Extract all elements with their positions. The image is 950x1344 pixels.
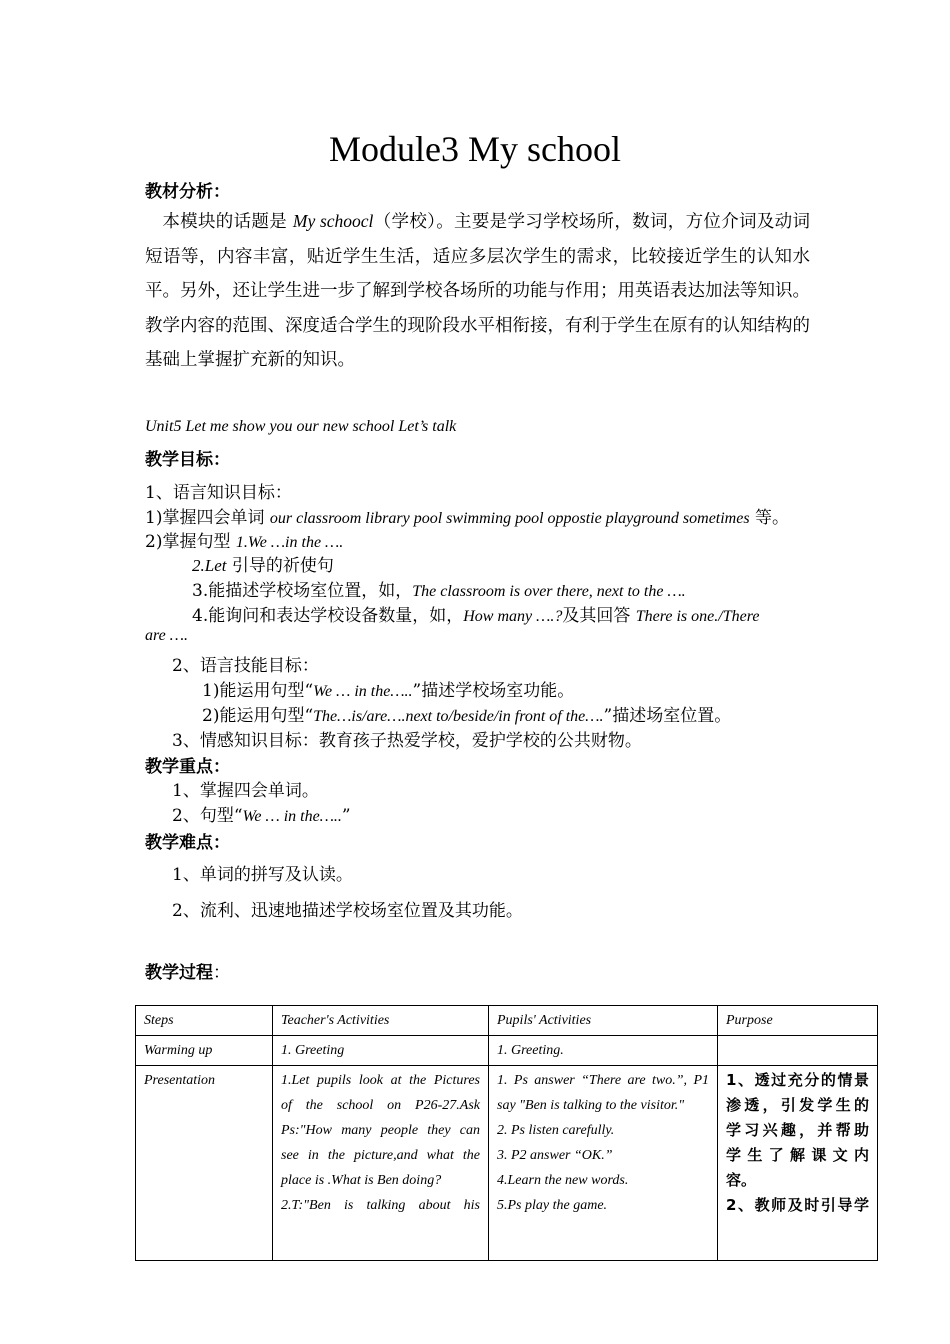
- objective-sentence-a: 1.We …in the ….: [235, 534, 344, 551]
- objective-skills: 2、语言技能目标：: [172, 656, 319, 676]
- objective-sentences: [145, 527, 343, 552]
- objective-skill-2: [202, 701, 731, 726]
- difficulty-2: 2、流利、迅速地描述学校场室位置及其功能。: [172, 901, 523, 921]
- step-presentation: Presentation: [136, 1066, 273, 1261]
- process-heading: [145, 958, 230, 983]
- difficulties-heading: 教学难点：: [145, 833, 230, 853]
- objective-sentence-b-text: 引导的祈使句: [226, 556, 334, 576]
- purpose-line: 学生了解课文内: [726, 1146, 869, 1164]
- purpose-line: 容。: [726, 1171, 757, 1189]
- objective-skill-2-example: The…is/are….next to/beside/in front of the….: [313, 708, 604, 725]
- teaching-process-table: [135, 1005, 878, 1261]
- teacher-line: Ps:"How many people they can: [281, 1123, 480, 1138]
- objective-sentence-d-example: How many ….?: [463, 608, 563, 625]
- purpose-line: 渗透，引发学生的: [726, 1096, 869, 1114]
- table-row: [136, 1036, 878, 1066]
- objective-sentence-c: [192, 576, 686, 601]
- pupil-line: 5.Ps play the game.: [497, 1198, 608, 1213]
- analysis-paragraph: [145, 204, 810, 378]
- process-heading-colon: ：: [213, 963, 230, 983]
- purpose-line: 1、透过充分的情景: [726, 1071, 869, 1089]
- key-points-heading: 教学重点：: [145, 757, 230, 777]
- objective-skill-1-example: We … in the…..: [313, 683, 413, 700]
- key-point-2-b: ”: [341, 806, 351, 826]
- header-pupils-activities: Pupils' Activities: [489, 1006, 718, 1036]
- objective-words: [145, 503, 789, 528]
- objective-sentence-d-text2: 及其回答: [562, 606, 636, 626]
- objective-words-list: our classroom library pool swimming pool oppostie playground sometimes: [269, 510, 750, 527]
- teacher-activity-presentation: [273, 1066, 489, 1261]
- pupil-line: 3. P2 answer “OK.”: [497, 1148, 613, 1163]
- key-point-2-a: 2、句型“: [172, 806, 243, 826]
- pupil-line: say "Ben is talking to the visitor.": [497, 1098, 685, 1113]
- objective-skill-1-a: 1)能运用句型“: [202, 681, 314, 701]
- key-point-2: [172, 801, 351, 826]
- pupil-line: 4.Learn the new words.: [497, 1173, 629, 1188]
- objective-sentences-prefix: 2)掌握句型: [145, 532, 236, 552]
- objective-sentence-c-text: 3.能描述学校场室位置，如，: [192, 581, 413, 601]
- teacher-activity-greeting: 1. Greeting: [273, 1036, 489, 1066]
- key-point-1: 1、掌握四会单词。: [172, 781, 319, 801]
- teacher-line: 1.Let pupils look at the Pictures: [281, 1073, 480, 1088]
- pupil-activity-greeting: 1. Greeting.: [489, 1036, 718, 1066]
- step-warming-up: Warming up: [136, 1036, 273, 1066]
- objective-knowledge: 1、语言知识目标：: [145, 483, 292, 503]
- purpose-empty: [718, 1036, 878, 1066]
- pupil-activity-presentation: [489, 1066, 718, 1261]
- objective-sentence-d: [192, 601, 759, 626]
- objectives-heading: 教学目标：: [145, 450, 230, 470]
- analysis-heading: 教材分析：: [145, 182, 230, 202]
- analysis-text-2: （学校）。主要是学习学校场所，数词，方位介词及动词短语等，内容丰富，贴近学生生活，适应多层次学生的需求，比较接近学生的认知水平。另外，还让学生进一步了解到学校各场所的功能与作用；用英语表达加法等知识。教学内容的范围、深度适合学生的现阶段水平相衔接，有利于学生在原有的认知结构的基础上掌握扩充新的知识。: [145, 212, 811, 370]
- lesson-title: Unit5 Let me show you our new school Let’s talk: [145, 418, 457, 435]
- difficulty-1: 1、单词的拼写及认读。: [172, 865, 353, 885]
- purpose-line: 学习兴趣，并帮助: [726, 1121, 869, 1139]
- teacher-line: see in the picture,and what the: [281, 1148, 480, 1163]
- analysis-topic: My schoocl: [292, 211, 374, 231]
- objective-skill-2-b: ”描述场室位置。: [603, 706, 732, 726]
- objective-sentence-d-example2: There is one./There: [635, 608, 760, 625]
- pupil-line: 2. Ps listen carefully.: [497, 1123, 615, 1138]
- objective-emotion: 3、情感知识目标：教育孩子热爱学校，爱护学校的公共财物。: [172, 731, 642, 751]
- purpose-line: 2、教师及时引导学: [726, 1196, 869, 1214]
- purpose-presentation: [718, 1066, 878, 1261]
- header-teacher-activities: Teacher's Activities: [273, 1006, 489, 1036]
- key-point-2-example: We … in the…..: [242, 808, 342, 825]
- objective-skill-1-b: ”描述学校场室功能。: [412, 681, 575, 701]
- teacher-line: of the school on P26-27.Ask: [281, 1098, 480, 1113]
- pupil-line: 1. Ps answer “There are two.”, P1: [497, 1073, 709, 1088]
- teacher-line: place is .What is Ben doing?: [281, 1173, 442, 1188]
- objective-sentence-b-num: 2.: [192, 556, 205, 575]
- objective-sentence-d-continued: are ….: [145, 627, 188, 644]
- objective-words-suffix: 等。: [749, 508, 789, 528]
- header-purpose: Purpose: [718, 1006, 878, 1036]
- table-row: [136, 1066, 878, 1261]
- analysis-text-1: 本模块的话题是: [162, 212, 288, 232]
- objective-skill-2-a: 2)能运用句型“: [202, 706, 314, 726]
- objective-sentence-b: [192, 551, 334, 576]
- process-heading-text: 教学过程: [145, 963, 213, 983]
- objective-skill-1: [202, 676, 574, 701]
- teacher-line: 2.T:"Ben is talking about his: [281, 1198, 480, 1213]
- document-title: Module3 My school: [329, 129, 621, 169]
- objective-words-prefix: 1)掌握四会单词: [145, 508, 270, 528]
- objective-sentence-b-let: Let: [204, 556, 227, 575]
- table-header-row: [136, 1006, 878, 1036]
- objective-sentence-c-example: The classroom is over there, next to the ….: [412, 583, 686, 600]
- header-steps: Steps: [136, 1006, 273, 1036]
- objective-sentence-d-text: 4.能询问和表达学校设备数量，如，: [192, 606, 464, 626]
